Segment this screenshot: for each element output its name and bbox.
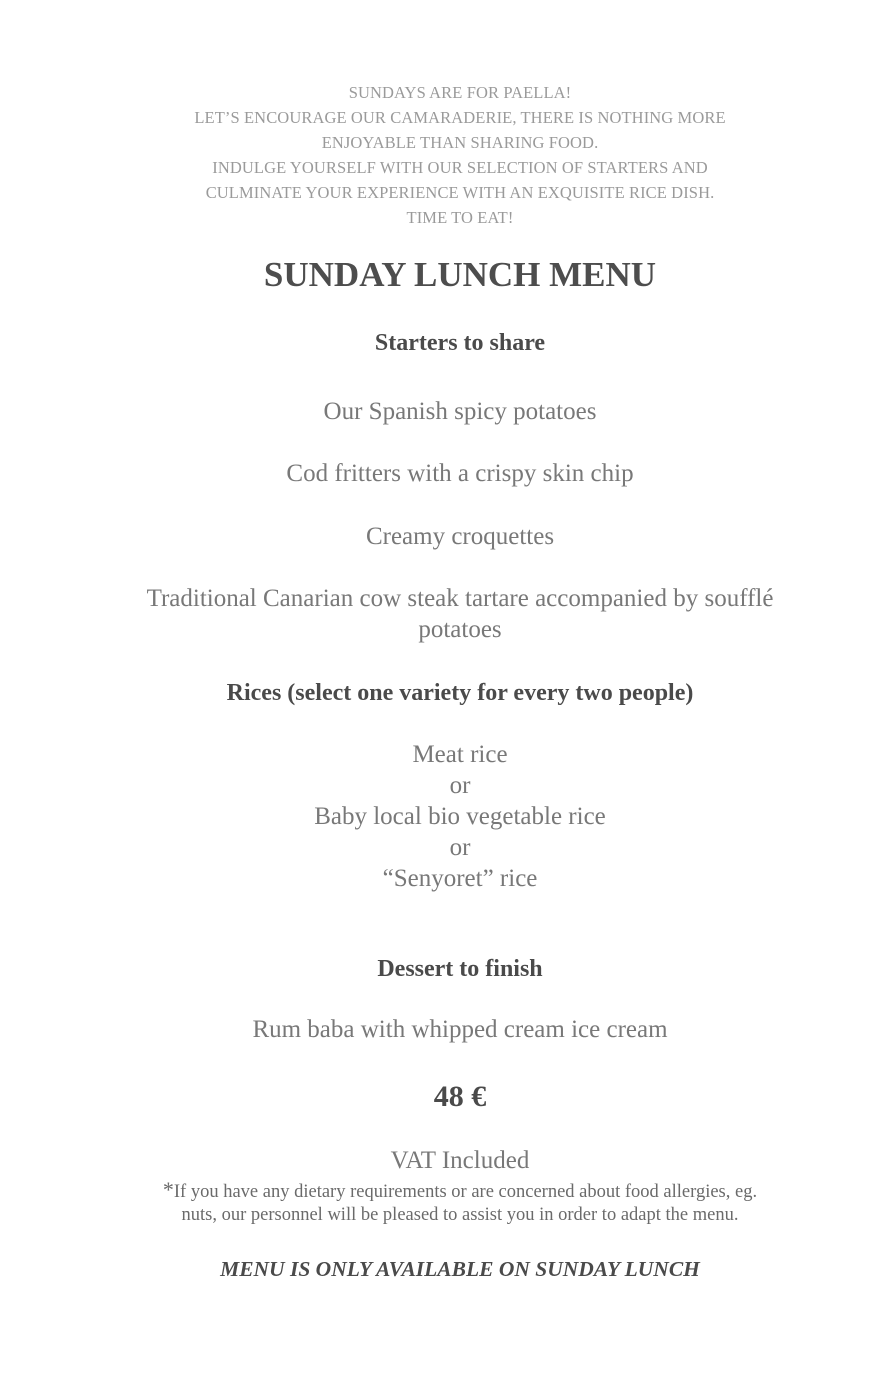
- starters-heading: Starters to share: [374, 330, 546, 356]
- starter-item: Our Spanish spicy potatoes: [323, 398, 597, 425]
- availability-notice: MENU IS ONLY AVAILABLE ON SUNDAY LUNCH: [220, 1257, 700, 1281]
- rices-heading: Rices (select one variety for every two people): [226, 680, 694, 706]
- asterisk: *: [162, 1177, 174, 1202]
- starter-item: Traditional Canarian cow steak tartare accompanied by soufflé: [146, 585, 774, 612]
- vat-note: VAT Included: [390, 1147, 530, 1174]
- menu-title: SUNDAY LUNCH MENU: [263, 255, 657, 294]
- allergy-note-text: If you have any dietary requirements or are concerned about food allergies, eg.: [173, 1182, 758, 1202]
- intro-line: SUNDAYS ARE FOR PAELLA!: [348, 83, 572, 102]
- rice-separator: or: [449, 834, 471, 861]
- rice-item: Meat rice: [412, 741, 508, 768]
- intro-line: TIME TO EAT!: [406, 208, 514, 227]
- starter-item: Creamy croquettes: [365, 523, 555, 550]
- intro-line: ENJOYABLE THAN SHARING FOOD.: [321, 133, 599, 152]
- rice-item: “Senyoret” rice: [382, 865, 538, 892]
- intro-line: CULMINATE YOUR EXPERIENCE WITH AN EXQUISITE RICE DISH.: [205, 183, 715, 202]
- dessert-heading: Dessert to finish: [377, 956, 543, 982]
- allergy-note-line-1: [60, 1177, 860, 1205]
- rice-separator: or: [449, 772, 471, 799]
- menu-price: 48 €: [433, 1080, 487, 1113]
- starter-item-continued: potatoes: [418, 616, 502, 643]
- allergy-note-line-2: nuts, our personnel will be pleased to assist you in order to adapt the menu.: [181, 1205, 739, 1225]
- intro-line: INDULGE YOURSELF WITH OUR SELECTION OF STARTERS AND: [212, 158, 708, 177]
- dessert-item: Rum baba with whipped cream ice cream: [252, 1016, 668, 1043]
- intro-line: LET’S ENCOURAGE OUR CAMARADERIE, THERE IS NOTHING MORE: [194, 108, 726, 127]
- rice-item: Baby local bio vegetable rice: [314, 803, 606, 830]
- intro-text: [120, 80, 800, 230]
- starter-item: Cod fritters with a crispy skin chip: [286, 460, 634, 487]
